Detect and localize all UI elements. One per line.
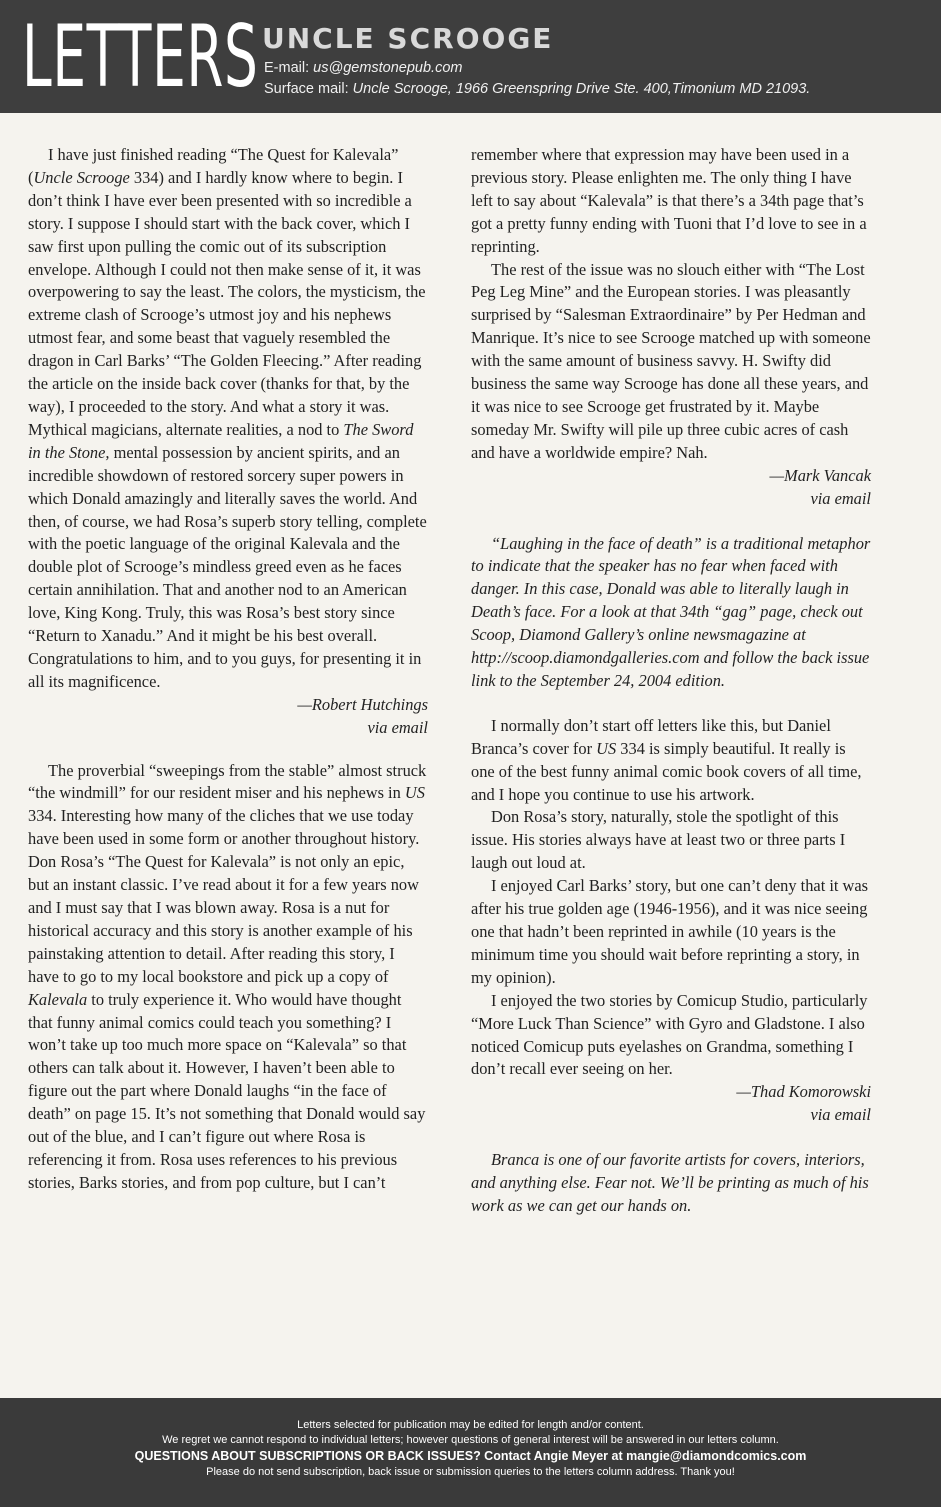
email-line	[264, 60, 462, 76]
signature-name: —Robert Hutchings	[297, 694, 428, 714]
letter-paragraph: Don Rosa’s story, naturally, stole the spotlight of this issue. His stories always have at least two or three parts I laugh out loud at.	[471, 807, 846, 873]
signature-name: —Mark Vancak	[769, 465, 871, 485]
footer-note-editing: Letters selected for publication may be edited for length and/or content.	[297, 1419, 644, 1431]
letter-paragraph: The rest of the issue was no slouch either with “The Lost Peg Leg Mine” and the European stories. I was pleasantly surprised by “Salesman Extraordinaire” by Per Hedman and Manrique. It’s nice to see Scrooge matched up with someone with the same amount of business savvy. H. Swifty did business the same way Scrooge has done all these years, and it was nice to see Scrooge get frustrated by it. Maybe someday Mr. Swifty will pile up three cubic acres of cash and have a worldwide empire? Nah.	[471, 259, 871, 462]
magazine-title: UNCLE SCROOGE	[262, 22, 554, 55]
mail-address: Uncle Scrooge, 1966 Greenspring Drive Ste. 400,Timonium MD 21093.	[352, 81, 811, 97]
letter-mark-vancak-continued: remember where that expression may have been used in a previous story. Please enlighten me. The only thing I have left to say about “Kalevala” is that there’s a 34th page that’s got a pretty funny ending with Tuoni that I’d love to see in a reprinting.	[471, 145, 867, 256]
page-header	[0, 0, 941, 113]
letter-robert-hutchings: I have just finished reading “The Quest for Kalevala” (Uncle Scrooge 334) and I hardly know where to begin. I don’t think I have ever been presented with so incredible a story. I suppose I should start with the back cover, which I saw first upon pulling the comic out of its subscription envelope. Although I could not then make sense of it, it was overpowering to say the least. The colors, the mysticism, the extreme clash of Scrooge’s utmost joy and his nephews utmost fear, and some beast that vaguely resembled the dragon in Carl Barks’ “The Golden Fleecing.” After reading the article on the inside back cover (thanks for that, by the way), I proceeded to the story. And what a story it was. Mythical magicians, alternate realities, a nod to The Sword in the Stone, mental possession by ancient spirits, and an incredible showdown of restored sorcery super powers in which Donald amazingly and literally saves the world. And then, of course, we had Rosa’s superb story telling, complete with the poetic language of the original Kalevala and the double plot of Scrooge’s mindless greed even as he faces certain annihilation. That and another nod to an American love, King Kong. Truly, this was Rosa’s best story since “Return to Xanadu.” And it might be his best overall. Congratulations to him, and to you guys, for presenting it in all its magnificence.	[28, 145, 427, 691]
mail-label: Surface mail:	[264, 81, 349, 97]
signature-via: via email	[367, 717, 428, 737]
footer-subscriptions-contact: QUESTIONS ABOUT SUBSCRIPTIONS OR BACK ISSUES? Contact Angie Meyer at mangie@diamondcomics.com	[134, 1449, 807, 1463]
section-title: LETTERS	[22, 7, 259, 107]
editor-reply: Branca is one of our favorite artists for covers, interiors, and anything else. Fear not. We’ll be printing as much of his work as we can get our hands on.	[471, 1150, 869, 1215]
letter-thad-komorowski: I normally don’t start off letters like this, but Daniel Branca’s cover for US 334 is simply beautiful. It really is one of the best funny animal comic book covers of all time, and I hope you continue to use his artwork.	[471, 715, 862, 804]
letter-mark-vancak: The proverbial “sweepings from the stable” almost struck “the windmill” for our resident miser and his nephews in US 334. Interesting how many of the cliches that we use today have been used in some form or another throughout history. Don Rosa’s “The Quest for Kalevala” is not only an epic, but an instant classic. I’ve read about it for a few years now and I must say that I was blown away. Rosa is a nut for historical accuracy and this story is another example of his painstaking attention to detail. After reading this story, I have to go to my local bookstore and pick up a copy of Kalevala to truly experience it. Who would have thought that funny animal comics could teach you something? I won’t take up too much more space on “Kalevala” so that others can talk about it. However, I haven’t been able to figure out the part where Donald laughs “in the face of death” on page 15. It’s not something that Donald would say out of the blue, and I can’t figure out where Rosa is referencing it from. Rosa uses references to his previous stories, Barks stories, and from pop culture, but I can’t	[28, 760, 427, 1192]
signature-via: via email	[810, 488, 871, 508]
mail-line	[264, 81, 810, 97]
email-label: E-mail:	[264, 60, 310, 76]
signature-via: via email	[810, 1105, 871, 1125]
email-address[interactable]: us@gemstonepub.com	[313, 60, 463, 76]
signature-name: —Thad Komorowski	[736, 1082, 871, 1102]
page-footer	[0, 1398, 941, 1507]
letter-paragraph: I enjoyed Carl Barks’ story, but one can’t deny that it was after his true golden age (1946-1956), and it was nice seeing one that hadn’t been reprinted in awhile (10 years is the minimum time you should wait before reprinting a story, in my opinion).	[471, 876, 869, 987]
editor-reply: “Laughing in the face of death” is a traditional metaphor to indicate that the speaker has no fear when faced with danger. In this case, Donald was able to literally laugh in Death’s face. For a look at that 34th “gag” page, check out Scoop, Diamond Gallery’s online newsmagazine at http://scoop.diamondgalleries.com and follow the back issue link to the September 24, 2004 edition.	[471, 533, 871, 690]
letter-paragraph: I enjoyed the two stories by Comicup Studio, particularly “More Luck Than Science” with Gyro and Gladstone. I also noticed Comicup puts eyelashes on Grandma, something I don’t recall ever seeing on her.	[471, 990, 868, 1079]
left-column	[28, 144, 428, 1195]
footer-note-queries: Please do not send subscription, back issue or submission queries to the letters column address. Thank you!	[206, 1466, 735, 1478]
right-column	[471, 144, 871, 1218]
footer-note-responses: We regret we cannot respond to individual letters; however questions of general interest will be answered in our letters column.	[162, 1434, 779, 1446]
